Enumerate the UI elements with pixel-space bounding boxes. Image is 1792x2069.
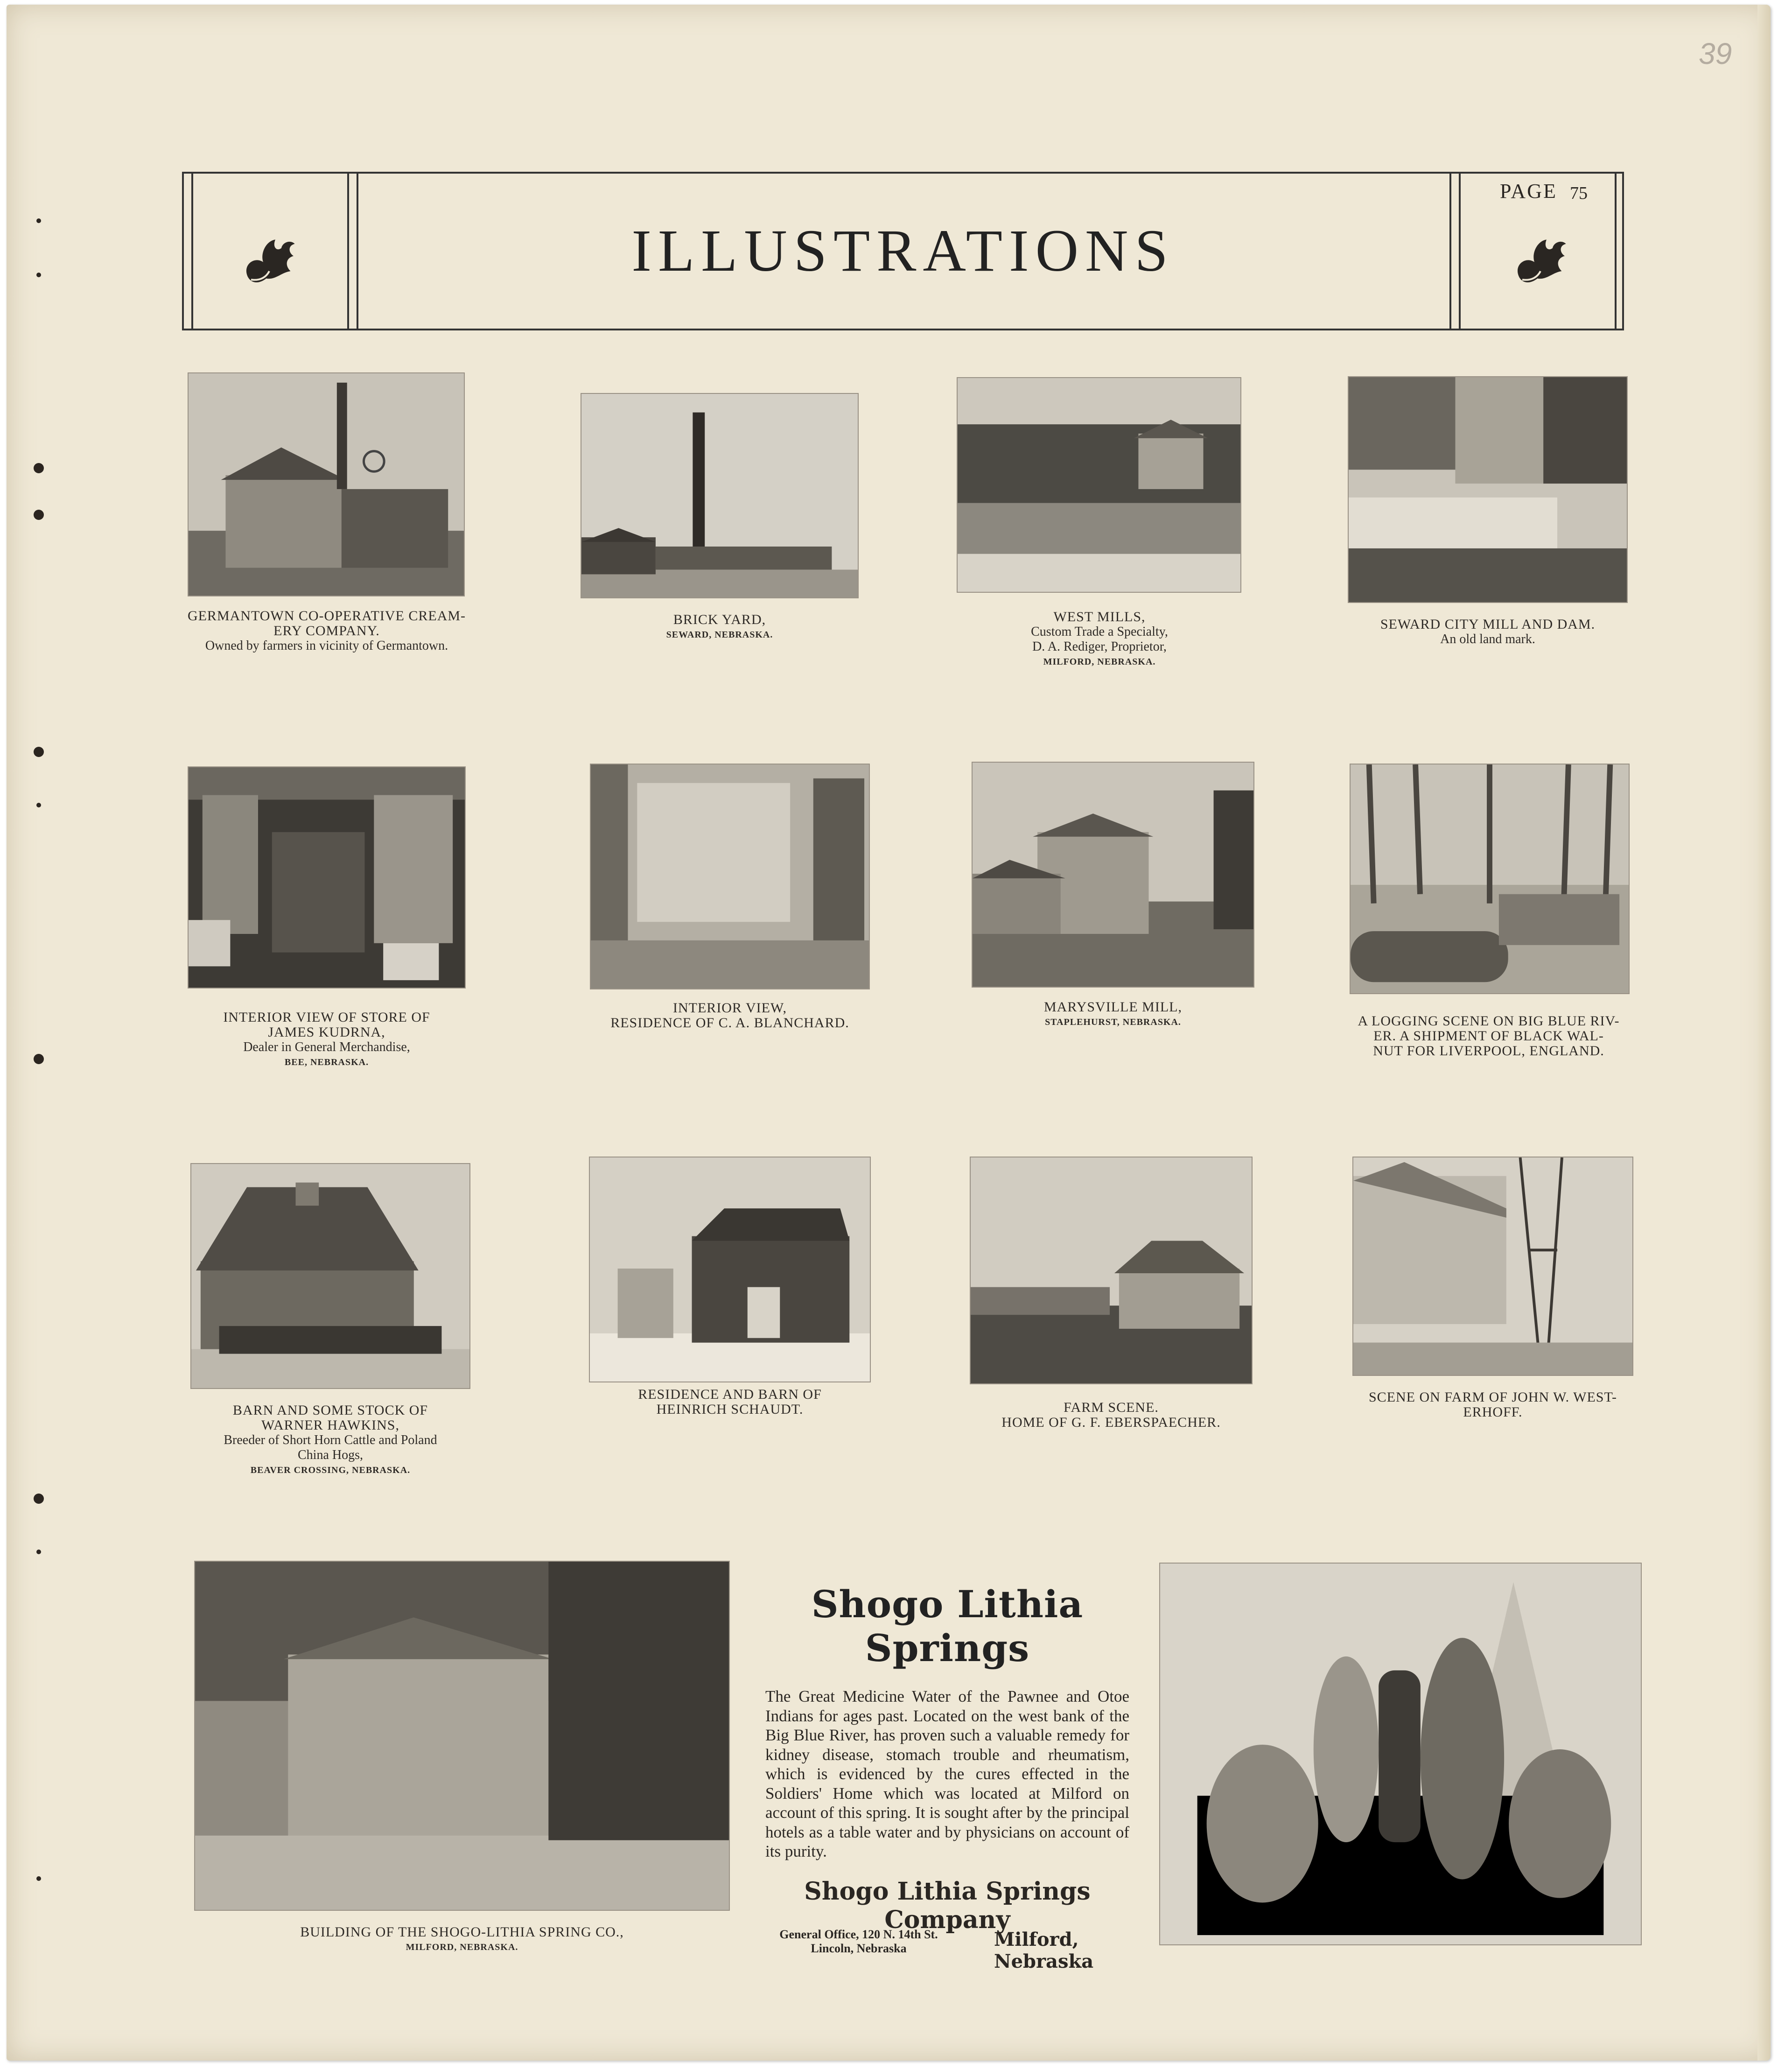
caption-blanchard-interior: INTERIOR VIEW, RESIDENCE OF C. A. BLANCHARD. xyxy=(610,1000,849,1031)
ad-office: General Office, 120 N. 14th St. Lincoln, Nebraska xyxy=(779,1928,938,1955)
caption-hawkins-barn: BARN AND SOME STOCK OF WARNER HAWKINS, Breeder of Short Horn Cattle and Poland China Hogs, BEAVER CROSSING, NEBRASKA. xyxy=(224,1403,437,1475)
caption-brick-yard: BRICK YARD, SEWARD, NEBRASKA. xyxy=(666,612,773,640)
photo-marysville-mill xyxy=(972,762,1254,988)
binding-hole xyxy=(34,1054,44,1064)
photo-west-mills xyxy=(957,377,1241,593)
caption-logging-scene: A LOGGING SCENE ON BIG BLUE RIV- ER. A SHIPMENT OF BLACK WAL- NUT FOR LIVERPOOL, ENGLAND. xyxy=(1358,1013,1620,1059)
binding-hole xyxy=(36,1550,41,1554)
caption-schaudt-residence: RESIDENCE AND BARN OF HEINRICH SCHAUDT. xyxy=(638,1387,822,1417)
photo-hawkins-barn xyxy=(190,1163,470,1389)
caption-west-mills: WEST MILLS, Custom Trade a Specialty, D. A. Rediger, Proprietor, MILFORD, NEBRASKA. xyxy=(1031,609,1168,667)
header-box xyxy=(182,172,1624,330)
caption-creamery: GERMANTOWN CO-OPERATIVE CREAM- ERY COMPANY. Owned by farmers in vicinity of Germantown. xyxy=(187,608,466,653)
binding-hole xyxy=(34,747,44,757)
caption-kudrna-store: INTERIOR VIEW OF STORE OF JAMES KUDRNA, Dealer in General Merchandise, BEE, NEBRASKA. xyxy=(223,1010,430,1067)
page-number: 75 xyxy=(1570,183,1588,203)
page-title: ILLUSTRATIONS xyxy=(631,217,1175,284)
binding-hole xyxy=(34,1494,44,1504)
photo-creamery xyxy=(188,372,465,596)
binding-hole xyxy=(36,273,41,277)
ad-city: Milford, Nebraska xyxy=(994,1929,1094,1972)
binding-hole xyxy=(36,218,41,223)
page-label: PAGE xyxy=(1500,180,1557,203)
photo-shogo-building xyxy=(194,1561,730,1911)
photo-brick-yard xyxy=(581,393,859,598)
binding-hole xyxy=(34,463,44,473)
leaf-ornament-icon xyxy=(239,229,300,289)
photo-schaudt-residence xyxy=(589,1157,871,1382)
page-edge xyxy=(1757,5,1771,2061)
caption-westerhoff-farm: SCENE ON FARM OF JOHN W. WEST- ERHOFF. xyxy=(1368,1389,1617,1420)
shogo-advertisement xyxy=(765,1582,1129,1972)
ad-company: Shogo Lithia Springs Company xyxy=(804,1877,1091,1934)
caption-marysville-mill: MARYSVILLE MILL, STAPLEHURST, NEBRASKA. xyxy=(1044,999,1182,1027)
illustration-native-americans-bottle xyxy=(1159,1563,1642,1945)
binding-hole xyxy=(34,510,44,520)
photo-logging-scene xyxy=(1350,764,1630,994)
photo-westerhoff-farm xyxy=(1352,1157,1633,1376)
binding-hole xyxy=(36,1876,41,1881)
ad-title: Shogo Lithia Springs xyxy=(811,1582,1084,1670)
binding-hole xyxy=(36,803,41,807)
photo-seward-mill-dam xyxy=(1348,376,1628,603)
caption-seward-mill-dam: SEWARD CITY MILL AND DAM. An old land mark. xyxy=(1380,617,1596,646)
photo-kudrna-store xyxy=(188,766,466,989)
pencil-page-number: 39 xyxy=(1699,37,1732,70)
caption-shogo-building: BUILDING OF THE SHOGO-LITHIA SPRING CO., MILFORD, NEBRASKA. xyxy=(300,1924,624,1952)
ad-body: The Great Medicine Water of the Pawnee and Otoe Indians for ages past. Located on the west bank of the Big Blue River, has proven such a valuable remedy for kidney disease, stomach trouble and rheumatism, which is evidenced by the cures effected in the Soldiers' Home which was located at Milford on account of this spring. It is sought after by the principal hotels as a table water and by physicians on account of its purity. xyxy=(765,1687,1129,1860)
photo-eberspaecher-farm xyxy=(970,1157,1253,1384)
photo-blanchard-interior xyxy=(590,764,870,989)
leaf-ornament-icon xyxy=(1510,229,1571,289)
caption-eberspaecher-farm: FARM SCENE. HOME OF G. F. EBERSPAECHER. xyxy=(1001,1400,1221,1430)
